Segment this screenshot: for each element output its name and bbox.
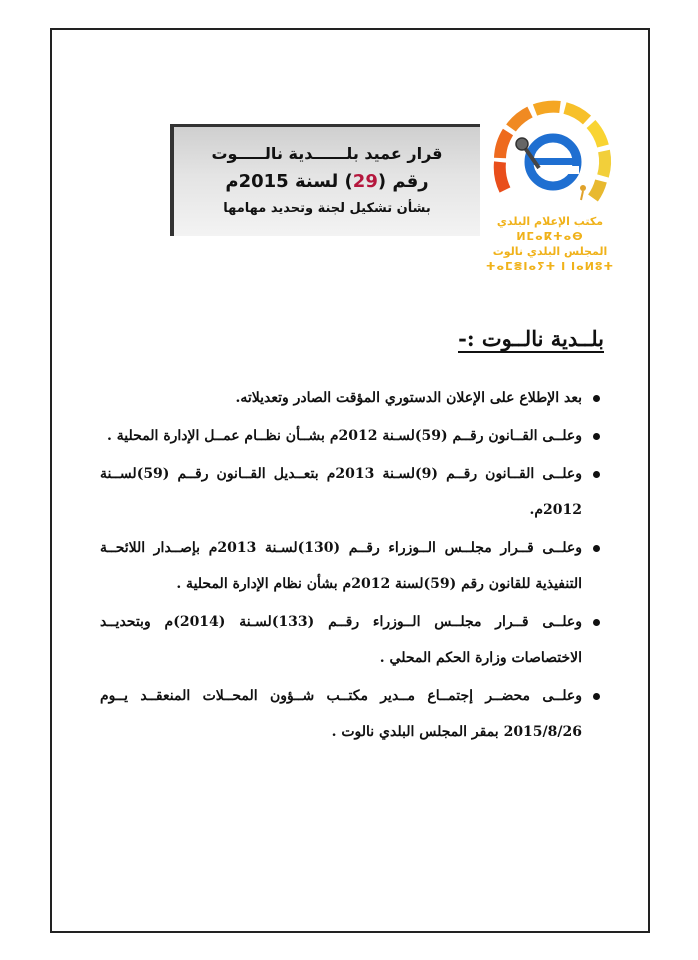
decision-title: قرار عميد بلــــــدية نالـــــوت — [211, 144, 443, 163]
decision-number-suffix: ) لسنة 2015م — [225, 171, 353, 192]
logo-emblem-icon — [475, 90, 625, 220]
logo-caption-council: المجلس البلدي نالوت — [492, 245, 608, 258]
list-item: وعلــى قــرار مجلــس الــوزراء رقــم (133)لسـنة (2014)م وبتحديــد الاختصاصات وزارة الحكم المحلي . — [100, 604, 600, 676]
list-item: وعلــى محضــر إجتمــاع مــدير مكتــب شــؤون المحــلات المنعقــد يــوم 2015/8/26 بمقر المجلس البلدي نالوت . — [100, 678, 600, 750]
list-item: وعلــى قــرار مجلــس الــوزراء رقــم (130)لسـنة 2013م بإصــدار اللائحــة التنفيذية للقانون رقم (59)لسنة 2012م بشأن نظام الإدارة المحلية . — [100, 530, 600, 602]
list-item: وعلــى القــانون رقــم (59)لسـنة 2012م بشــأن نظــام عمــل الإدارة المحلية . — [100, 418, 600, 454]
list-item: وعلــى القــانون رقــم (9)لسـنة 2013م بتعــديل القــانون رقــم (59)لســنة 2012م. — [100, 456, 600, 528]
logo-caption-office: مكتب الإعلام البلدي — [496, 215, 604, 228]
list-item: بعد الإطلاع على الإعلان الدستوري المؤقت الصادر وتعديلاته. — [100, 380, 600, 416]
logo-caption — [475, 214, 625, 274]
logo-caption-tifinagh: ⵍⵎⴰⴽⵜⴰⴱ — [516, 230, 584, 243]
decision-subject: بشأن تشكيل لجنة وتحديد مهامها — [223, 201, 431, 216]
decision-title-box — [170, 124, 480, 236]
logo-caption-tifinagh-2: ⵜⴰⵎⴻⵏⴰⵢⵜ ⵏ ⵏⴰⵍⵓⵜ — [485, 260, 615, 273]
municipal-media-logo — [475, 90, 625, 273]
decision-number-prefix: رقم ( — [377, 171, 429, 192]
decision-number-line — [174, 167, 480, 197]
preamble-list — [100, 380, 600, 752]
municipality-heading: بلــدية نالــوت :- — [458, 326, 604, 351]
decision-number: 29 — [352, 171, 378, 192]
